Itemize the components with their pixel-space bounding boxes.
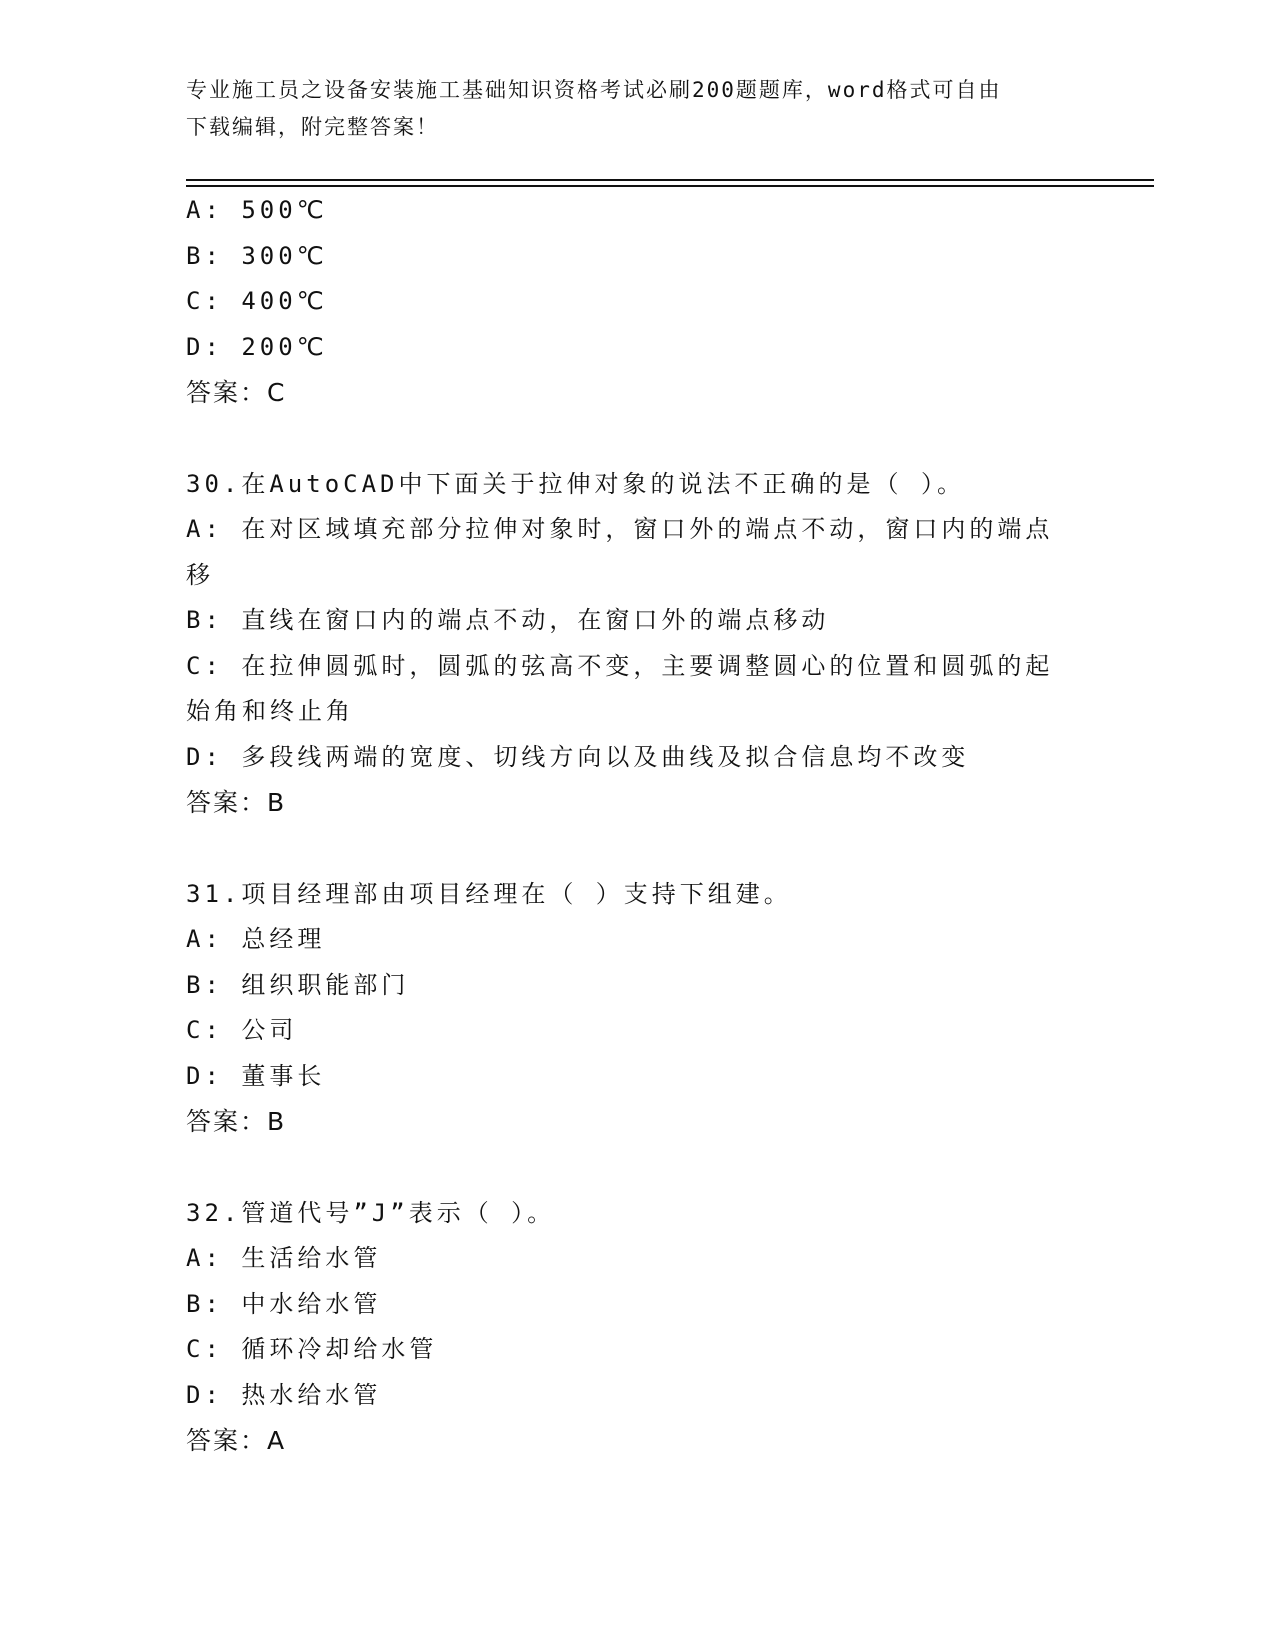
option-d: D: 董事长 bbox=[186, 1061, 326, 1090]
option-a: A: 生活给水管 bbox=[186, 1244, 382, 1272]
option-d: D: 热水给水管 bbox=[186, 1380, 382, 1409]
option-a: A: 在对区域填充部分拉伸对象时，窗口外的端点不动，窗口内的端点 bbox=[186, 515, 1054, 543]
question-29-continued bbox=[186, 188, 1086, 416]
option-d: D: 多段线两端的宽度、切线方向以及曲线及拟合信息均不改变 bbox=[186, 742, 970, 771]
option-d: D: 200℃ bbox=[186, 332, 328, 361]
spacer bbox=[186, 826, 1086, 872]
answer-line: 答案：B bbox=[186, 788, 287, 817]
question-stem: 32.管道代号”J”表示（ ）。 bbox=[186, 1198, 556, 1227]
option-c: C: 循环冷却给水管 bbox=[186, 1335, 438, 1363]
option-a: A: 总经理 bbox=[186, 925, 326, 953]
option-b: B: 组织职能部门 bbox=[186, 970, 410, 999]
header-line-2: 下载编辑，附完整答案！ bbox=[186, 115, 439, 139]
question-30 bbox=[186, 462, 1086, 826]
question-stem: 30.在AutoCAD中下面关于拉伸对象的说法不正确的是（ ）。 bbox=[186, 469, 965, 498]
spacer bbox=[186, 1145, 1086, 1191]
option-c-continued: 始角和终止角 bbox=[186, 697, 354, 725]
page-header bbox=[186, 72, 1066, 146]
answer-line: 答案：C bbox=[186, 378, 287, 407]
question-content bbox=[186, 188, 1086, 1464]
header-line-1: 专业施工员之设备安装施工基础知识资格考试必刷200题题库，word格式可自由 bbox=[186, 78, 1002, 102]
option-b: B: 300℃ bbox=[186, 241, 328, 270]
question-stem: 31.项目经理部由项目经理在（ ）支持下组建。 bbox=[186, 879, 792, 908]
option-c: C: 在拉伸圆弧时，圆弧的弦高不变，主要调整圆心的位置和圆弧的起 bbox=[186, 651, 1054, 680]
option-c: C: 公司 bbox=[186, 1016, 298, 1044]
answer-line: 答案：B bbox=[186, 1107, 287, 1136]
option-c: C: 400℃ bbox=[186, 287, 328, 315]
option-a: A: 500℃ bbox=[186, 196, 328, 224]
option-b: B: 直线在窗口内的端点不动，在窗口外的端点移动 bbox=[186, 606, 830, 634]
answer-line: 答案：A bbox=[186, 1426, 287, 1455]
option-b: B: 中水给水管 bbox=[186, 1289, 382, 1318]
question-32 bbox=[186, 1191, 1086, 1464]
question-31 bbox=[186, 872, 1086, 1145]
header-rule-bottom bbox=[186, 185, 1154, 187]
header-rule-top bbox=[186, 179, 1154, 181]
spacer bbox=[186, 416, 1086, 462]
option-a-continued: 移 bbox=[186, 560, 214, 589]
